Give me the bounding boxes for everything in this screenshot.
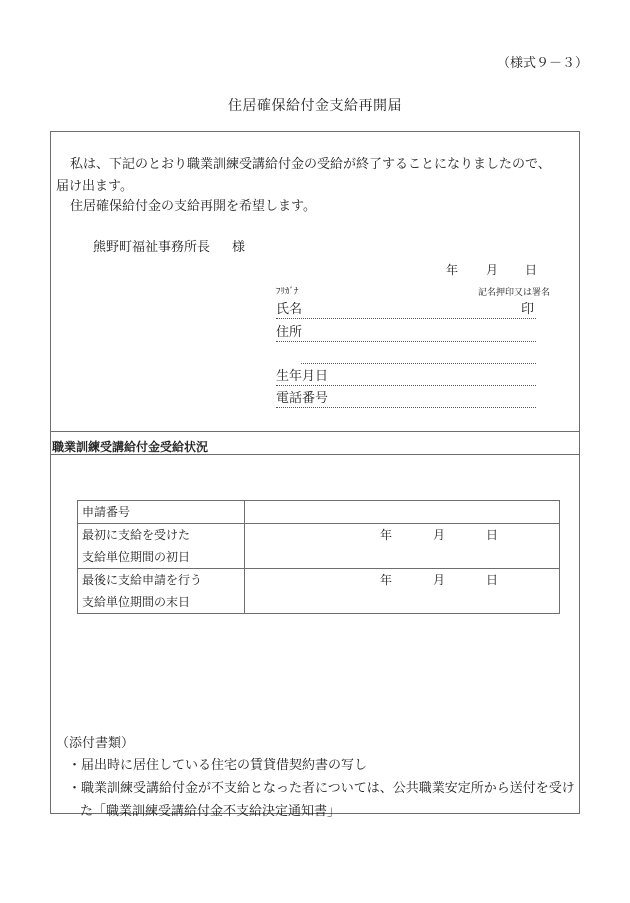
birthdate-label: 生年月日 (276, 369, 329, 384)
seal-mark: 印 (520, 302, 534, 317)
last-period-end-date-cell[interactable] (245, 569, 560, 614)
birthdate-field[interactable] (276, 369, 536, 386)
section-divider-top (50, 431, 579, 432)
date-year-label: 年 (446, 263, 459, 277)
status-table (77, 500, 560, 614)
month-label: 月 (433, 528, 446, 542)
attachment-item: ・届出時に居住している住宅の賃貸借契約書の写し (68, 758, 368, 773)
table-row (78, 524, 560, 569)
status-section-title: 職業訓練受講給付金受給状況 (52, 440, 209, 454)
phone-field[interactable] (276, 391, 536, 408)
phone-label: 電話番号 (276, 391, 329, 406)
addressee-name: 熊野町福祉事務所長 (93, 240, 211, 255)
row-label: 最初に支給を受けた 支給単位期間の初日 (78, 524, 245, 569)
first-period-start-date-cell[interactable] (245, 524, 560, 569)
sign-note: 記名押印又は署名 (478, 288, 551, 298)
addressee-honorific: 様 (232, 240, 246, 255)
date-day-label: 日 (525, 263, 538, 277)
date-month-label: 月 (486, 263, 499, 277)
table-row (78, 501, 560, 524)
row-label: 申請番号 (78, 501, 245, 524)
day-label: 日 (486, 573, 499, 587)
furigana-label: ﾌﾘｶﾞﾅ (276, 287, 299, 297)
address-label: 住所 (276, 325, 303, 340)
year-label: 年 (380, 573, 393, 587)
form-number: （様式９－３） (497, 56, 589, 71)
declaration-line-1: 私は、下記のとおり職業訓練受講給付金の受給が終了することになりましたので、 (70, 157, 551, 172)
address-field-line-2[interactable] (301, 347, 536, 364)
attachments-heading: （添付書類） (56, 736, 135, 751)
address-field[interactable] (276, 325, 536, 342)
table-row (78, 569, 560, 614)
attachment-item: ・職業訓練受講給付金が不支給となった者については、公共職業安定所から送付を受け (68, 781, 575, 796)
declaration-line-2: 届け出ます。 (56, 179, 133, 194)
day-label: 日 (486, 528, 499, 542)
attachment-item-continuation: た「職業訓練受講給付金不支給決定通知書」 (80, 804, 341, 819)
month-label: 月 (433, 573, 446, 587)
form-frame (50, 131, 580, 814)
row-label: 最後に支給申請を行う 支給単位期間の末日 (78, 569, 245, 614)
addressee (93, 236, 245, 255)
year-label: 年 (380, 528, 393, 542)
name-field[interactable] (276, 302, 536, 319)
application-number-cell[interactable] (245, 501, 560, 524)
declaration-line-3: 住居確保給付金の支給再開を希望します。 (70, 199, 316, 214)
page-title: 住居確保給付金支給再開届 (228, 98, 402, 114)
name-label: 氏名 (276, 302, 303, 317)
